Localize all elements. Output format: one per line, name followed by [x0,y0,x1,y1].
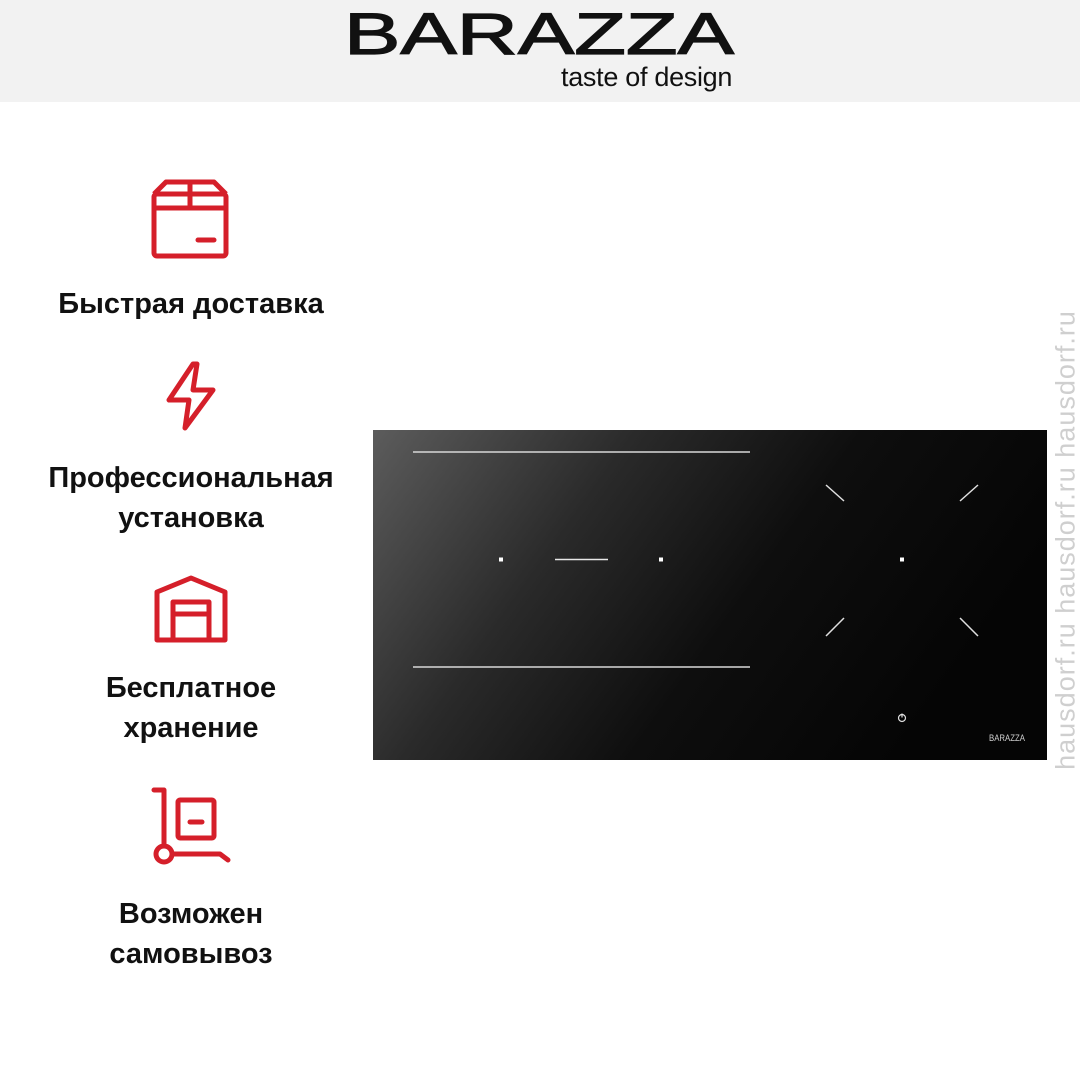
hand-truck-icon [150,786,232,866]
header [0,0,1080,102]
feature-label-line: Возможен [118,898,264,930]
hob-glass-surface [373,430,1047,760]
zone-marker-dot [659,558,663,562]
feature-pickup [30,786,352,974]
feature-label-line: самовывоз [109,938,273,970]
feature-fast-delivery [30,178,352,324]
brand-name: BARAZZA [344,4,735,62]
warehouse-icon [153,574,229,644]
zone-center-dot [900,558,904,562]
feature-label-line: хранение [123,712,259,744]
feature-label-line: Быстрая доставка [58,288,324,320]
feature-label-line: Профессиональная [48,462,334,494]
feature-label [30,284,352,324]
brand-tagline: taste of design [561,62,733,92]
feature-label [30,458,352,538]
barazza-logo [342,4,737,62]
feature-label [30,894,352,974]
feature-free-storage [30,574,352,748]
hob-brand-mark: BARAZZA [989,733,1025,743]
feature-label-line: установка [118,502,264,534]
feature-label [30,668,352,748]
feature-installation [30,360,352,538]
induction-hob-image [373,430,1047,760]
lightning-icon [163,360,219,432]
feature-label-line: Бесплатное [105,672,277,704]
box-icon [150,178,232,262]
zone-marker-dot [499,558,503,562]
watermark-text: hausdorf.ru hausdorf.ru hausdorf.ru [1050,310,1080,770]
